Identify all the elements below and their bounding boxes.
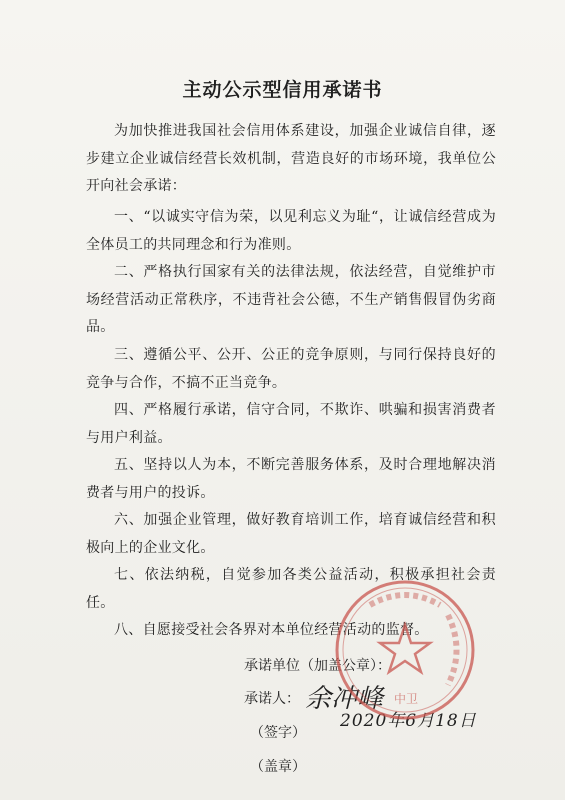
seal-note: （盖章） [250,759,306,775]
commitment-item-4: 四、严格履行承诺，信守合同，不欺诈、哄骗和损害消费者与用户利益。 [86,402,496,446]
commitment-item-8: 八、自愿接受社会各界对本单位经营活动的监督。 [114,622,429,638]
commitment-item-3: 三、遵循公平、公开、公正的竞争原则，与同行保持良好的竞争与合作，不搞不正当竞争。 [86,347,496,391]
document-title: 主动公示型信用承诺书 [182,79,383,101]
handwritten-date: 2020年6月18日 [340,711,477,731]
intro-paragraph: 为加快推进我国社会信用体系建设，加强企业诚信自律，逐步建立企业诚信经营长效机制，营造良好的市场环境，我单位公开向社会承诺： [86,123,496,194]
handwritten-signature: 余冲峰 [305,684,384,714]
commitment-item-1: 一、“以诚实守信为荣，以见利忘义为耻“，让诚信经营成为全体员工的共同理念和行为准则。 [86,209,496,253]
sign-note: （签字） [250,725,306,741]
commitment-item-2: 二、严格执行国家有关的法律法规，依法经营，自觉维护市场经营活动正常秩序，不违背社会公德，不生产销售假冒伪劣商品。 [86,264,496,335]
person-label: 承诺人： [244,691,300,707]
commitment-item-7: 七、依法纳税，自觉参加各类公益活动，积极承担社会责任。 [86,567,496,611]
official-seal-icon [330,575,480,725]
commitment-item-6: 六、加强企业管理，做好教育培训工作，培育诚信经营和积极向上的企业文化。 [86,512,496,556]
seal-text: 中卫 [394,692,419,706]
unit-label: 承诺单位（加盖公章）： [244,658,391,674]
commitment-item-5: 五、坚持以人为本，不断完善服务体系，及时合理地解决消费者与用户的投诉。 [86,457,496,501]
